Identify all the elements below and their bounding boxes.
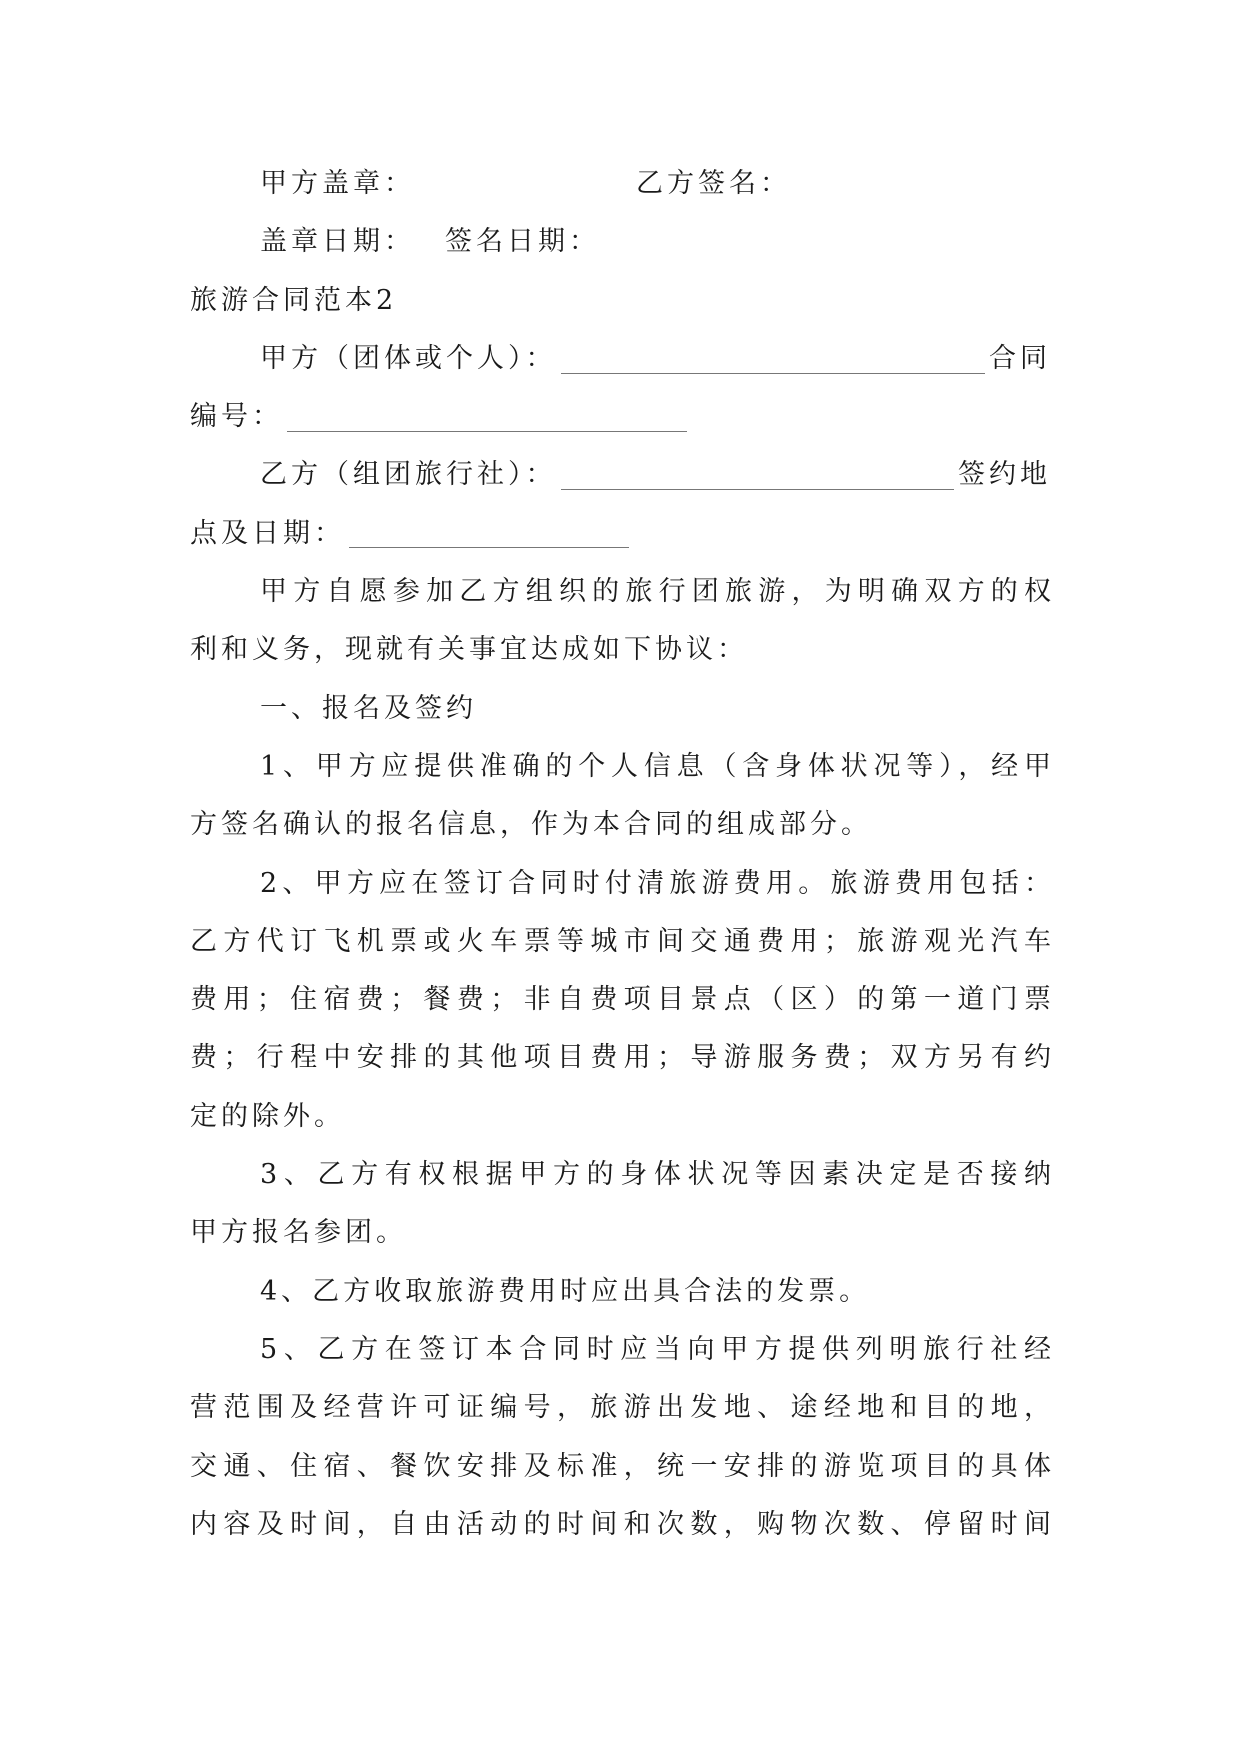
- text-line: 乙方代订飞机票或火车票等城市间交通费用；旅游观光汽车: [190, 925, 1051, 957]
- party-b-field: [190, 446, 1051, 504]
- document-page: [190, 155, 1051, 1554]
- text-line: 4、乙方收取旅游费用时应出具合法的发票。: [260, 1275, 871, 1307]
- text-line: 内容及时间，自由活动的时间和次数，购物次数、停留时间: [190, 1508, 1051, 1540]
- contract-no-label-cont: 编号：: [190, 401, 283, 433]
- party-a-label: 甲方（团体或个人）：: [260, 342, 557, 374]
- date-line: [190, 213, 1051, 271]
- signature-line: [190, 155, 1051, 213]
- text-line: 3、乙方有权根据甲方的身体状况等因素决定是否接纳: [260, 1159, 1051, 1191]
- section-heading: 一、报名及签约: [260, 692, 477, 724]
- contract-no-field: [190, 388, 1051, 446]
- text-line: 2、甲方应在签订合同时付清旅游费用。旅游费用包括：: [260, 867, 1051, 899]
- place-date-field: [190, 505, 1051, 563]
- contract-no-label: 合同: [989, 342, 1051, 374]
- party-a-seal-label: 甲方盖章：: [260, 168, 415, 199]
- text-line: 交通、住宿、餐饮安排及标准，统一安排的游览项目的具体: [190, 1450, 1051, 1482]
- text-line: 利和义务，现就有关事宜达成如下协议：: [190, 634, 748, 666]
- text-line: 1、甲方应提供准确的个人信息（含身体状况等），经甲: [260, 750, 1051, 782]
- document-title: 旅游合同范本2: [190, 284, 398, 316]
- seal-date-label: 盖章日期：: [260, 226, 415, 258]
- party-b-sign-label: 乙方签名：: [636, 168, 791, 199]
- party-b-label: 乙方（组团旅行社）：: [260, 459, 557, 491]
- text-line: 费；行程中安排的其他项目费用；导游服务费；双方另有约: [190, 1042, 1051, 1074]
- text-line: 5、乙方在签订本合同时应当向甲方提供列明旅行社经: [260, 1333, 1051, 1365]
- text-line: 定的除外。: [190, 1100, 345, 1132]
- place-label: 签约地: [958, 459, 1051, 491]
- text-line: 费用；住宿费；餐费；非自费项目景点（区）的第一道门票: [190, 984, 1051, 1016]
- sign-date-label: 签名日期：: [445, 226, 600, 258]
- place-date-blank[interactable]: [349, 519, 629, 548]
- text-line: 甲方自愿参加乙方组织的旅行团旅游，为明确双方的权: [260, 576, 1051, 608]
- text-line: 甲方报名参团。: [190, 1217, 407, 1249]
- text-line: 方签名确认的报名信息，作为本合同的组成部分。: [190, 809, 872, 841]
- contract-no-blank[interactable]: [287, 403, 687, 432]
- party-a-blank[interactable]: [561, 345, 986, 374]
- place-label-cont: 点及日期：: [190, 517, 345, 549]
- text-line: 营范围及经营许可证编号，旅游出发地、途经地和目的地，: [190, 1392, 1051, 1424]
- party-b-blank[interactable]: [561, 461, 955, 490]
- party-a-field: [190, 330, 1051, 388]
